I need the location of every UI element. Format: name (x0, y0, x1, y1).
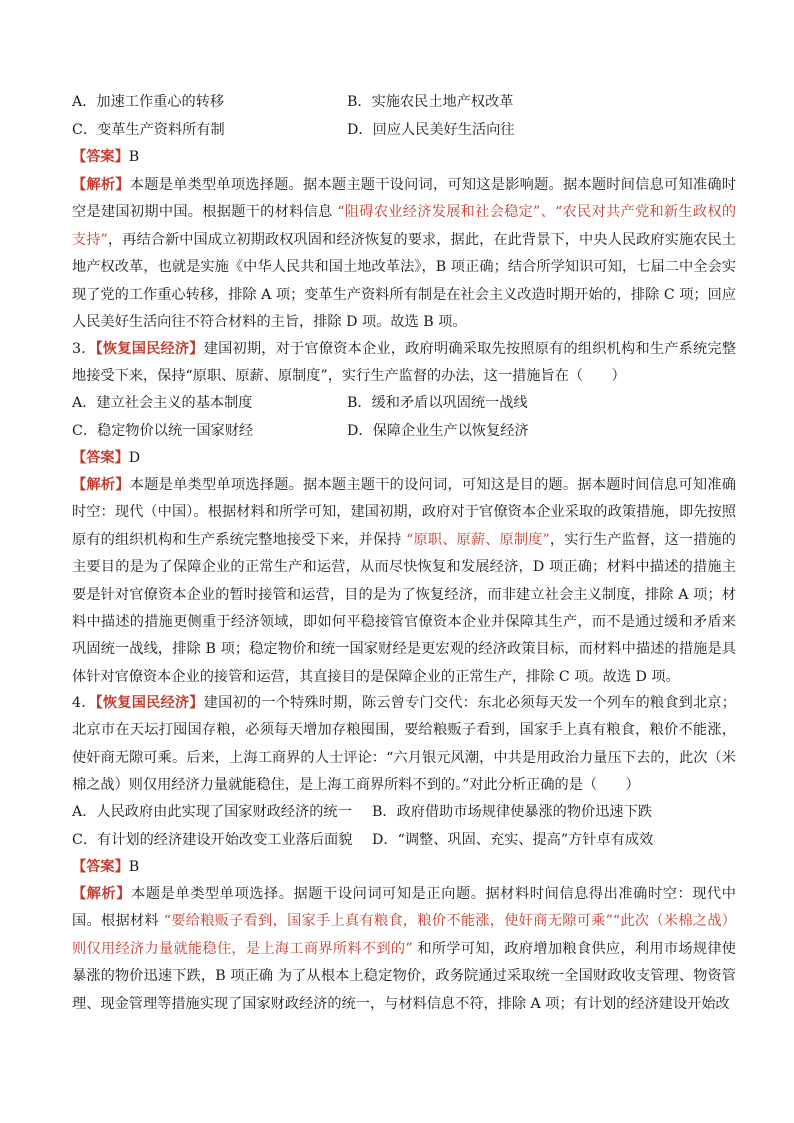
q2-option-d: D．回应人民美好生活向往 (347, 122, 515, 138)
q4-option-c: C．有计划的经济建设开始改变工业落后面貌 (72, 832, 353, 848)
q4-option-a: A．人民政府由此实现了国家财政经济的统一 (72, 804, 352, 820)
q2-options-row-1 (72, 89, 732, 116)
q4-stem (72, 690, 736, 800)
q3-option-d: D．保障企业生产以恢复经济 (347, 423, 529, 439)
answer-value: D (128, 450, 141, 466)
answer-value: B (128, 149, 140, 165)
q4-tag: 【恢复国民经济】 (95, 695, 204, 711)
q3-tag: 【恢复国民经济】 (95, 341, 204, 357)
analysis-text-2: ，实行生产监督，这一措施的主要目的是为了保障企业的正常生产和运营，从而尽快恢复和发展经济，D 项正确；材料中描述的措施主要是针对官僚资本企业的暂时接管和运营，目的是为了恢复经济，而非建立社会主义制度，排除 A 项；材料中描述的措施更侧重于经济领域，即如何平稳接管官僚资本企业并保障其生产，而不是通过缓和矛盾来巩固统一战线，排除 B 项；稳定物价和统一国家财经是更宏观的经济政策目标，而材料中描述的措施是具体针对官僚资本企业的接管和运营，其直接目的是保障企业的正常生产，排除 C 项。故选 D 项。 (72, 531, 736, 685)
q3-option-c: C．稳定物价以统一国家财经 (72, 423, 254, 439)
q4-options-row-1 (72, 799, 732, 826)
q4-stem-text: 建国初的一个特殊时期，陈云曾专门交代：东北必须每天发一个列车的粮食到北京；北京市在天坛打囤国存粮，必须每天增加存粮囤围，要给粮贩子看到，国家手上真有粮食，粮价不能涨，使奸商无隙可乘。后来，上海工商界的人士评论：“六月银元风潮，中共是用政治力量压下去的，此次（米棉之战）则仅用经济力量就能稳住，是上海工商界所料不到的。”对此分析正确的是（ ） (72, 695, 736, 794)
analysis-tag: 【解析】 (72, 886, 132, 902)
q2-options-row-2 (72, 117, 732, 144)
q3-options-row-2 (72, 418, 732, 445)
q3-option-a: A．建立社会主义的基本制度 (72, 395, 253, 411)
analysis-text-1: 本题是单类型单项选择。据题干设问词可知是正向题。据材料时间信息得出准确时空：现代中国。根据材料 (72, 886, 736, 930)
q3-option-b: B．缓和矛盾以巩固统一战线 (347, 395, 528, 411)
q3-analysis (72, 472, 736, 691)
q2-option-a: A．加速工作重心的转移 (72, 94, 225, 110)
q4-option-b: B．政府借助市场规律使暴涨的物价迅速下跌 (372, 804, 652, 820)
q2-answer (72, 144, 732, 171)
answer-tag: 【答案】 (72, 450, 129, 466)
analysis-text-1: 本题是单类型单项选择题。据本题主题干设问词，可知这是影响题。据本题时间信息可知准确时空是建国初期中国。根据题干的材料信息 (72, 177, 736, 221)
analysis-tag: 【解析】 (72, 477, 130, 493)
analysis-text-1: 本题是单类型单项选择题。据本题主题干的设问词，可知这是目的题。据本题时间信息可知准确时空：现代（中国）。根据材料和所学可知，建国初期，政府对于官僚资本企业采取的政策措施，即先按照原有的组织机构和生产系统完整地接受下来，并保持 (72, 477, 736, 548)
q3-stem (72, 336, 736, 391)
q2-option-c: C．变革生产资料所有制 (72, 122, 225, 138)
analysis-quote: “要给粮贩子看到，国家手上真有粮食，粮价不能涨，使奸商无隙可乘”“此次（米棉之战）则仅用经济力量就能稳住，是上海工商界所料不到的” (72, 913, 736, 957)
q2-analysis (72, 172, 736, 336)
analysis-tag: 【解析】 (72, 177, 130, 193)
q4-answer (72, 854, 732, 881)
q3-stem-text: 建国初期，对于官僚资本企业，政府明确采取先按照原有的组织机构和生产系统完整地接受下来，保持“原职、原薪、原制度”，实行生产监督的办法，这一措施旨在（ ） (72, 341, 736, 385)
q2-option-b: B．实施农民土地产权改革 (347, 94, 514, 110)
q4-analysis (72, 881, 736, 1016)
q3-options-row-1 (72, 390, 732, 417)
analysis-quote: “阻碍农业经济发展和社会稳定”、“农民对共产党和新生政权的支持” (72, 204, 737, 248)
analysis-quote: “原职、原薪、原制度” (406, 531, 550, 548)
q4-number: 4． (72, 695, 96, 711)
answer-tag: 【答案】 (72, 859, 129, 875)
q3-answer (72, 445, 732, 472)
q3-number: 3． (72, 341, 96, 357)
analysis-text-2: ，再结合新中国成立初期政权巩固和经济恢复的要求，据此，在此背景下，中央人民政府实施农民土地产权改革，也就是实施《中华人民共和国土地改革法》，B 项正确；结合所学知识可知，七届二中全会实现了党的工作重心转移，排除 A 项；变革生产资料所有制是在社会主义改造时期开始的，排除 C 项；回应人民美好生活向往不符合材料的主旨，排除 D 项。故选 B 项。 (72, 231, 736, 331)
analysis-text-2: 和所学可知，政府增加粮食供应，利用市场规律使暴涨的物价迅速下跌，B 项正确 为了从根本上稳定物价，政务院通过采取统一全国财政收支管理、物资管理、现金管理等措施实现了国家财政经济的统一，与材料信息不符，排除 A 项；有计划的经济建设开始改 (72, 940, 736, 1012)
q4-options-row-2 (72, 827, 732, 854)
answer-tag: 【答案】 (72, 149, 129, 165)
q4-option-d: D．“调整、巩固、充实、提高”方针卓有成效 (372, 832, 654, 848)
answer-value: B (128, 859, 140, 875)
